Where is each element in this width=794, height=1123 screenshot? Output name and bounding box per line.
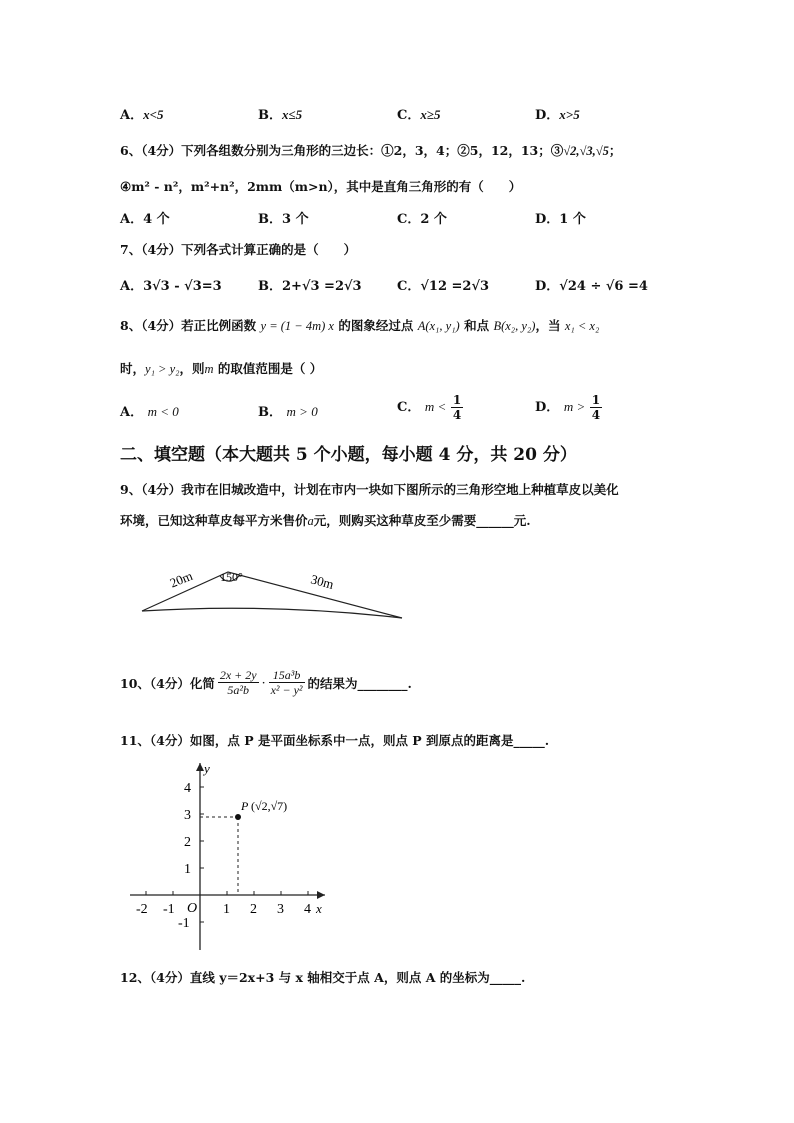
side-label-right: 30m — [309, 571, 336, 592]
option-text: √12 =2√3 — [420, 279, 490, 294]
q6-stem-line1 — [120, 141, 621, 159]
option-text: √24 ÷ √6 =4 — [559, 279, 648, 294]
q8-condition-x: x₁ < x₂ — [564, 319, 600, 333]
q5-option-d — [535, 104, 580, 123]
side-label-left: 20m — [167, 567, 195, 591]
q6-roots: √2,√3,√5 — [563, 144, 609, 158]
option-text: m < 0 — [147, 404, 179, 419]
option-letter: D． — [535, 279, 560, 294]
fraction-numerator: 1 — [452, 393, 462, 407]
option-text: x≤5 — [282, 107, 303, 122]
q9-text: 环境，已知这种草皮每平方米售价 — [120, 513, 308, 528]
q6-option-b — [258, 208, 309, 227]
y-tick-label: -1 — [178, 916, 190, 931]
q8-text: 和点 — [464, 318, 490, 333]
option-letter: D． — [535, 108, 560, 123]
q6-stem-line2: ④m² - n²，m²+n²，2mm（m>n），其中是直角三角形的有（ ） — [120, 179, 522, 194]
x-tick-label: -1 — [163, 902, 175, 917]
coordinate-figure — [120, 755, 335, 955]
fraction — [218, 668, 259, 697]
x-tick-label: 1 — [223, 902, 230, 917]
option-letter: D． — [535, 400, 560, 415]
q8-option-c — [397, 393, 463, 422]
option-letter: B． — [258, 212, 282, 227]
option-text: x<5 — [143, 107, 164, 122]
option-text: 3 个 — [282, 212, 309, 227]
fraction-denominator: x² − y² — [270, 683, 303, 697]
origin-label: O — [187, 901, 198, 916]
fraction — [590, 393, 602, 422]
option-letter: A． — [120, 405, 144, 420]
option-letter: A． — [120, 108, 144, 123]
q9-line2 — [120, 511, 531, 529]
y-tick-label: 4 — [184, 781, 191, 796]
q7-stem: 7、（4分）下列各式计算正确的是（ ） — [120, 242, 357, 257]
x-axis-arrow — [317, 891, 325, 899]
q10-text: 10、（4分）化简 — [120, 675, 215, 691]
q8-text: 时， — [120, 361, 146, 376]
q10-text: 的结果为________. — [307, 675, 412, 691]
point-label: P — [241, 799, 249, 813]
triangle-base — [142, 608, 402, 618]
q6-prefix: 6、（4分）下列各组数分别为三角形的三边长： — [120, 143, 382, 158]
q6-semicolon: ； — [608, 143, 622, 158]
multiply-dot: · — [261, 675, 266, 690]
q6-option-a — [120, 208, 170, 227]
option-text: m > 0 — [286, 404, 318, 419]
q7-option-c — [397, 275, 489, 294]
option-text: x≥5 — [420, 107, 441, 122]
q8-option-a — [120, 401, 179, 420]
fraction-denominator: 4 — [591, 408, 601, 422]
section-heading: 二、填空题（本大题共 5 个小题，每小题 4 分，共 20 分） — [120, 445, 577, 465]
q6-items: ①2，3，4；②5，12，13；③ — [381, 143, 564, 158]
fraction-denominator: 5a²b — [227, 683, 250, 697]
x-tick-label: 3 — [277, 902, 284, 917]
option-letter: B． — [258, 405, 282, 420]
option-text: 3√3 - √3=3 — [143, 279, 222, 294]
option-letter: D． — [535, 212, 560, 227]
x-tick-label: 2 — [250, 902, 257, 917]
option-letter: A． — [120, 212, 144, 227]
q7-option-a — [120, 275, 222, 294]
q8-option-b — [258, 401, 318, 420]
q8-m: m — [204, 362, 214, 376]
option-text: x>5 — [559, 107, 580, 122]
point-p — [235, 814, 241, 820]
q8-text: ，当 — [535, 318, 561, 333]
q10-stem — [120, 668, 412, 697]
x-tick-label: -2 — [136, 902, 148, 917]
q8-stem-line2 — [120, 359, 322, 377]
option-text: 4 个 — [143, 212, 170, 227]
q7-option-b — [258, 275, 362, 294]
q8-text: 8、（4分）若正比例函数 — [120, 318, 257, 333]
q5-option-a — [120, 104, 164, 123]
triangle-figure — [130, 555, 420, 630]
x-tick-label: 4 — [304, 902, 311, 917]
x-tick-labels — [136, 902, 311, 917]
fraction-numerator: 1 — [591, 393, 601, 407]
q8-text: 的图象经过点 — [338, 318, 414, 333]
y-tick-label: 3 — [184, 808, 191, 823]
option-text: 2+√3 =2√3 — [282, 279, 362, 294]
q8-function: y = (1 − 4m) x — [260, 319, 334, 333]
q9-text: 元，则购买这种草皮至少需要______元. — [313, 513, 531, 528]
q8-text: 的取值范围是（ ） — [217, 361, 323, 376]
q9-line1: 9、（4分）我市在旧城改造中，计划在市内一块如下图所示的三角形空地上种植草皮以美化 — [120, 482, 619, 497]
option-text: m < — [424, 399, 447, 414]
q8-point-a: A(x₁, y₁) — [417, 319, 460, 333]
fraction-denominator: 4 — [452, 408, 462, 422]
angle-label: 150° — [220, 570, 243, 584]
fraction — [451, 393, 463, 422]
option-letter: A． — [120, 279, 144, 294]
q7-option-d — [535, 275, 648, 294]
option-letter: C． — [397, 279, 421, 294]
fraction — [269, 668, 305, 697]
y-tick-label: 2 — [184, 835, 191, 850]
fraction-numerator: 2x + 2y — [219, 668, 257, 682]
y-tick-label: 1 — [184, 862, 191, 877]
option-text: m > — [563, 399, 586, 414]
option-letter: C． — [397, 212, 421, 227]
q5-option-c — [397, 104, 441, 123]
q6-option-d — [535, 208, 586, 227]
q12-stem: 12、（4分）直线 y＝2x+3 与 x 轴相交于点 A，则点 A 的坐标为_____. — [120, 970, 526, 985]
q8-stem-line1 — [120, 316, 599, 334]
q6-option-c — [397, 208, 447, 227]
option-letter: B． — [258, 108, 282, 123]
fraction-numerator: 15a³b — [269, 668, 305, 683]
point-coordinates: (√2,√7) — [251, 799, 288, 813]
y-axis-arrow — [196, 763, 204, 771]
option-letter: C． — [397, 108, 421, 123]
x-axis-label: x — [316, 901, 322, 916]
q9-price-variable: a — [307, 514, 314, 528]
q5-option-b — [258, 104, 302, 123]
q11-stem: 11、（4分）如图，点 P 是平面坐标系中一点，则点 P 到原点的距离是_____. — [120, 733, 550, 748]
y-axis-label: y — [204, 761, 210, 776]
q8-condition-y: y₁ > y₂ — [145, 362, 180, 376]
option-text: 2 个 — [420, 212, 447, 227]
q8-option-d — [535, 393, 602, 422]
option-letter: B． — [258, 279, 282, 294]
q8-text: ，则 — [179, 361, 205, 376]
option-text: 1 个 — [559, 212, 586, 227]
q8-point-b: B(x₂, y₂) — [493, 319, 536, 333]
option-letter: C． — [397, 400, 421, 415]
